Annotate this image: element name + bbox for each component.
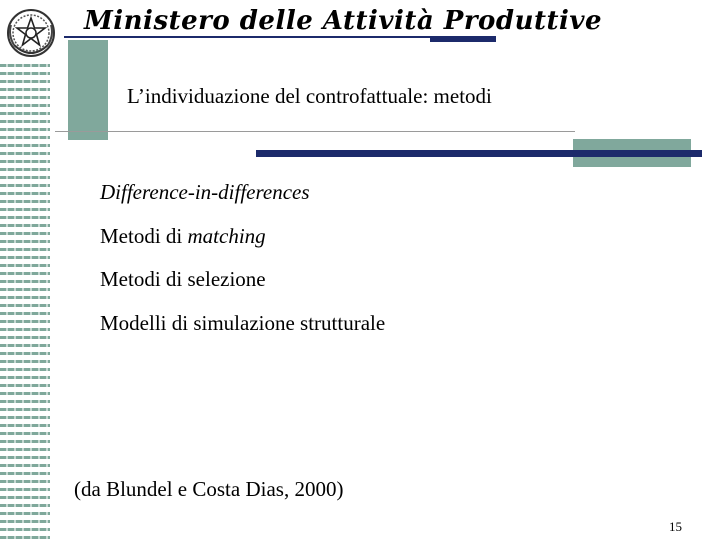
method-item bbox=[100, 171, 385, 215]
method-item bbox=[100, 258, 385, 302]
method-item bbox=[100, 215, 385, 259]
method-item bbox=[100, 302, 385, 346]
ministry-title: Ministero delle Attività Produttive bbox=[84, 6, 603, 36]
decorative-stripes bbox=[0, 64, 50, 540]
green-accent-block bbox=[68, 40, 108, 140]
method-item-text: Metodi di bbox=[100, 223, 188, 248]
citation: (da Blundel e Costa Dias, 2000) bbox=[74, 477, 344, 501]
method-item-text: Modelli di simulazione strutturale bbox=[100, 310, 386, 335]
emblem-icon bbox=[5, 5, 57, 61]
method-item-text: Metodi di selezione bbox=[100, 267, 266, 291]
method-list bbox=[100, 171, 385, 345]
header-rule-accent bbox=[430, 36, 496, 42]
method-item-text: matching bbox=[187, 223, 266, 248]
method-item-text: Difference-in-differences bbox=[100, 180, 310, 204]
slide-title: L’individuazione del controfattuale: metodi bbox=[127, 84, 492, 108]
page-number: 15 bbox=[669, 519, 682, 534]
title-divider bbox=[55, 131, 575, 132]
header-rule bbox=[64, 36, 430, 38]
title-rule-accent bbox=[256, 150, 702, 157]
